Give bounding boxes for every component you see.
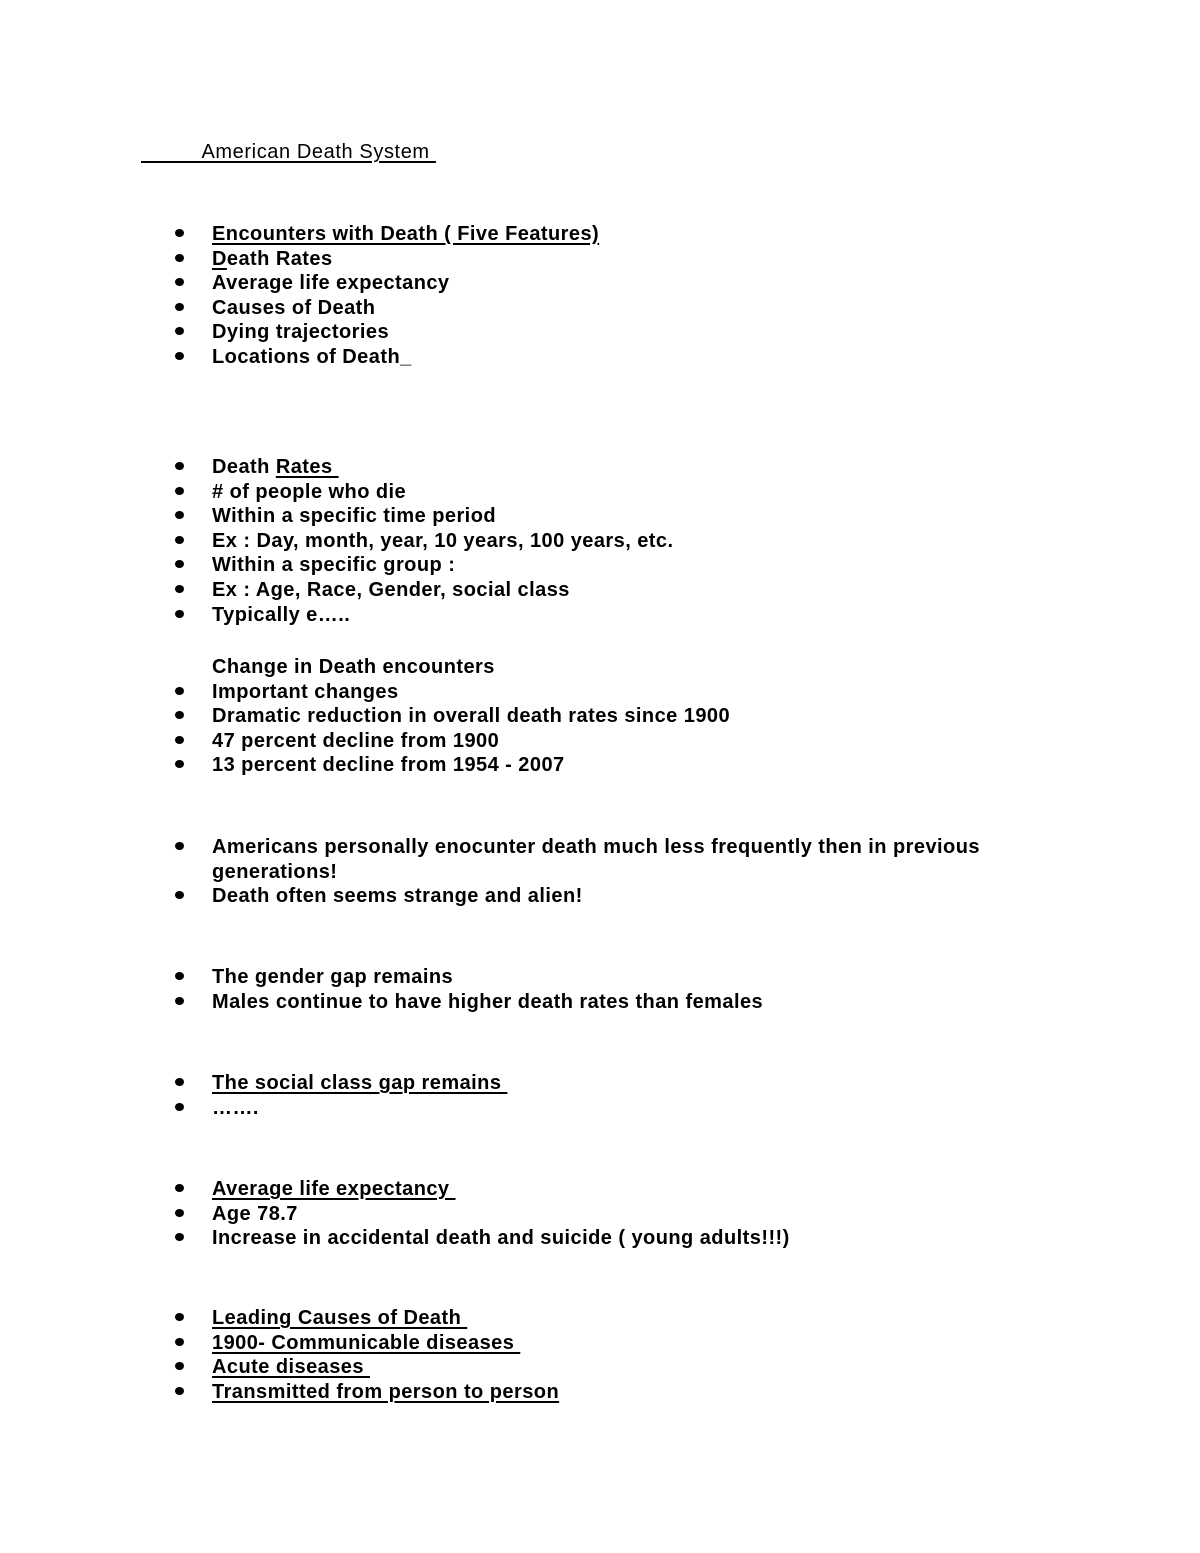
list-item [0,320,1200,345]
document-title: American Death System [141,141,436,163]
bullet-icon [175,1184,184,1192]
list-item-text: Acute diseases [212,1356,370,1379]
bullet-icon [175,511,184,519]
list-item-text: Encounters with Death ( Five Features) [212,223,600,245]
bullet-icon [175,327,184,335]
list-item-text: Average life expectancy [212,1178,456,1200]
list-item-text: Typically e….. [212,603,351,626]
bullet-icon [175,229,184,237]
list-item-text: Ex : Age, Race, Gender, social class [212,578,570,601]
list-item-text: The social class gap remains [212,1072,508,1094]
list-item [0,704,1200,729]
bullet-icon [175,610,184,618]
list-item-text [212,345,1022,370]
bullet-icon [175,1362,184,1370]
bullet-icon [175,560,184,568]
list-item [0,680,1200,705]
section-gender-gap [0,965,1200,1014]
list-item-text: Within a specific time period [212,505,497,528]
list-item-text: Dramatic reduction in overall death rates since 1900 [212,705,731,728]
list-item [0,1226,1200,1251]
section-change-encounters [0,655,1200,778]
list-item [0,1177,1200,1202]
list-item [0,271,1200,296]
list-item [0,1380,1200,1405]
list-item-text: Age 78.7 [212,1202,298,1225]
list-item-text: Causes of Death [212,296,376,319]
list-item [0,835,1200,884]
bullet-icon [175,972,184,980]
list-item [0,990,1200,1015]
bullet-icon [175,278,184,286]
bullet-icon [175,352,184,360]
list-item-rest: eath Rates [226,247,333,270]
section-heading-text: Change in Death encounters [212,656,495,678]
bullet-icon [175,1233,184,1241]
list-item-text [212,455,1022,480]
bullet-icon [175,1313,184,1321]
list-item [0,553,1200,578]
list-item [0,480,1200,505]
section-social-class-gap [0,1071,1200,1120]
list-item-text: Average life expectancy [212,272,450,295]
list-item-trail: _ [400,345,412,368]
list-item-text: 1900- Communicable diseases [212,1331,521,1354]
section-heading [0,655,1200,680]
list-item-text: Death often seems strange and alien! [212,885,583,908]
section-leading-causes [0,1306,1200,1404]
list-item [0,1202,1200,1227]
list-item-text: 47 percent decline from 1900 [212,729,500,752]
bullet-icon [175,536,184,544]
list-item-text: 13 percent decline from 1954 - 2007 [212,754,565,777]
list-item-text: Ex : Day, month, year, 10 years, 100 years, etc. [212,529,674,552]
list-item [0,1071,1200,1096]
section-life-expectancy [0,1177,1200,1251]
underlined-letter: D [212,247,227,270]
list-item-text: Leading Causes of Death [212,1307,468,1329]
bullet-icon [175,1209,184,1217]
list-item [0,965,1200,990]
list-item [0,729,1200,754]
list-item-text: # of people who die [212,480,407,503]
bullet-icon [175,254,184,262]
bullet-icon [175,1078,184,1086]
list-item [0,529,1200,554]
list-item-text: Transmitted from person to person [212,1380,560,1403]
list-item [0,1355,1200,1380]
list-item-main: Death [212,456,276,478]
bullet-icon [175,1338,184,1346]
list-item [0,1331,1200,1356]
list-item [0,603,1200,628]
list-item [0,753,1200,778]
list-item-main: Locations of Death [212,345,401,368]
section-death-rates [0,455,1200,627]
section-encounter-frequency [0,835,1200,909]
list-item-text: Males continue to have higher death rates than females [212,990,764,1013]
list-item-text: Americans personally enocunter death much less frequently then in previous generations! [212,836,980,883]
list-item [0,222,1200,247]
bullet-icon [175,1387,184,1395]
list-item [0,455,1200,480]
list-item [0,578,1200,603]
bullet-icon [175,687,184,695]
list-item [0,504,1200,529]
list-item [0,884,1200,909]
list-item-text: Increase in accidental death and suicide ( young adults!!!) [212,1227,790,1250]
list-item-text: Dying trajectories [212,321,390,344]
list-item [0,296,1200,321]
bullet-icon [175,842,184,850]
list-item [0,345,1200,370]
list-item [0,1096,1200,1121]
bullet-icon [175,487,184,495]
bullet-icon [175,711,184,719]
list-item-text: The gender gap remains [212,966,454,988]
list-item [0,1306,1200,1331]
list-item-text: Important changes [212,680,399,703]
bullet-icon [175,891,184,899]
bullet-icon [175,303,184,311]
list-item-text: ……. [212,1096,259,1119]
list-item-text: Within a specific group : [212,554,456,577]
bullet-icon [175,1103,184,1111]
bullet-icon [175,736,184,744]
bullet-icon [175,997,184,1005]
list-item [0,247,1200,272]
list-item-text [212,247,1022,272]
bullet-icon [175,462,184,470]
bullet-icon [175,760,184,768]
list-item-underlined: Rates [275,456,339,478]
bullet-icon [175,585,184,593]
section-five-features [0,222,1200,370]
